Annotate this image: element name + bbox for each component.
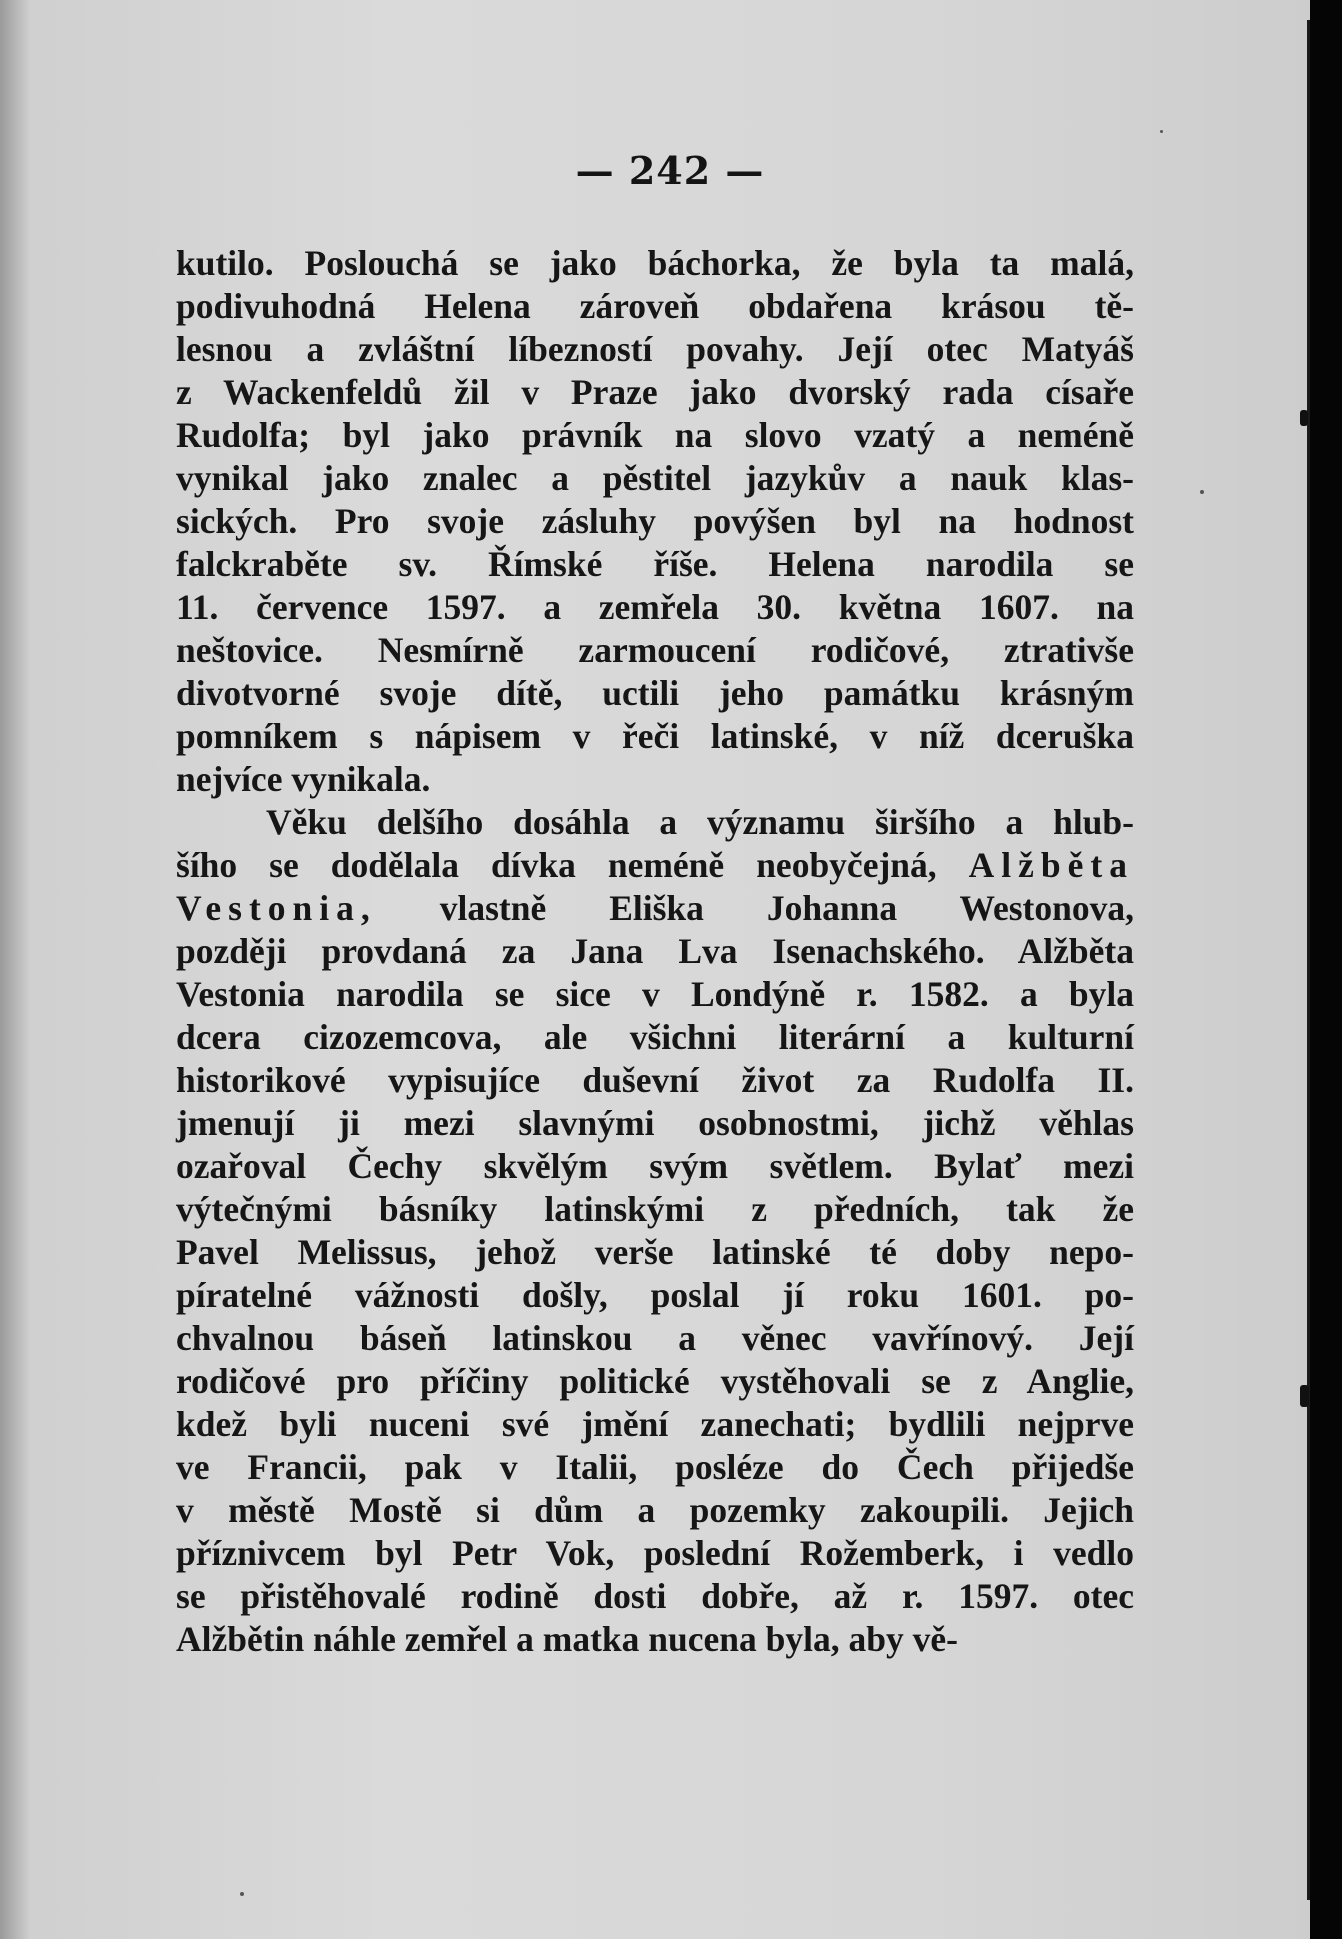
scan-speck (1200, 490, 1204, 494)
text-line: jmenují ji mezi slavnými osobnostmi, jichž věhlas (176, 1103, 1134, 1143)
scan-speck (240, 1892, 244, 1896)
text-line: 11. července 1597. a zemřela 30. května 1607. na (176, 587, 1134, 627)
text-line: chvalnou báseň latinskou a věnec vavřínový. Její (176, 1318, 1134, 1358)
text-line: vynikal jako znalec a pěstitel jazykův a nauk klas- (176, 458, 1134, 498)
scan-speck (1160, 130, 1163, 133)
page-edge-shadow (0, 0, 30, 1939)
text-line: nejvíce vynikala. (176, 759, 431, 799)
text-fragment: šího se dodělala dívka neméně neobyčejná, (176, 845, 937, 885)
text-line (176, 887, 1134, 930)
text-line: historikové vypisujíce duševní život za Rudolfa II. (176, 1060, 1134, 1100)
text-line: pomníkem s nápisem v řeči latinské, v níž dceruška (176, 716, 1134, 756)
scan-speck (1300, 410, 1308, 426)
text-line: Věku delšího dosáhla a významu širšího a hlub- (266, 802, 1134, 842)
text-line: kdež byli nuceni své jmění zanechati; bydlili nejprve (176, 1404, 1134, 1444)
name-spaced: Vestonia, (176, 888, 377, 928)
text-line: Rudolfa; byl jako právník na slovo vzatý a neméně (176, 415, 1134, 455)
page-number: — 242 — (575, 148, 765, 193)
text-line: Vestonia narodila se sice v Londýně r. 1582. a byla (176, 974, 1134, 1014)
scan-speck (1300, 1385, 1309, 1407)
text-line: rodičové pro příčiny politické vystěhovali se z Anglie, (176, 1361, 1134, 1401)
text-line: neštovice. Nesmírně zarmoucení rodičové, ztrativše (176, 630, 1134, 670)
text-line: lesnou a zvláštní líbezností povahy. Její otec Matyáš (176, 329, 1134, 369)
text-line: se přistěhovalé rodině dosti dobře, až r. 1597. otec (176, 1576, 1134, 1616)
text-line (176, 844, 1134, 887)
body-text (176, 242, 1134, 1661)
text-line: divotvorné svoje dítě, uctili jeho památku krásným (176, 673, 1134, 713)
text-line: sických. Pro svoje zásluhy povýšen byl na hodnost (176, 501, 1134, 541)
text-line: v městě Mostě si dům a pozemky zakoupili. Jejich (176, 1490, 1134, 1530)
text-line: později provdaná za Jana Lva Isenachského. Alžběta (176, 931, 1134, 971)
text-line: podivuhodná Helena zároveň obdařena krásou tě- (176, 286, 1134, 326)
text-line: píratelné vážnosti došly, poslal jí roku 1601. po- (176, 1275, 1134, 1315)
text-line: Pavel Melissus, jehož verše latinské té doby nepo- (176, 1232, 1134, 1272)
text-fragment: vlastně Eliška Johanna Westonova, (439, 888, 1134, 928)
text-line: z Wackenfeldů žil v Praze jako dvorský rada císaře (176, 372, 1134, 412)
text-line: ve Francii, pak v Italii, posléze do Čech přijedše (176, 1447, 1134, 1487)
name-spaced: Alžběta (968, 845, 1134, 885)
text-line: Alžbětin náhle zemřel a matka nucena byla, aby vě- (176, 1619, 958, 1659)
scan-border (1310, 0, 1342, 1939)
text-line: kutilo. Poslouchá se jako báchorka, že byla ta malá, (176, 243, 1134, 283)
text-line: ozařoval Čechy skvělým svým světlem. Bylať mezi (176, 1146, 1134, 1186)
text-line: falckraběte sv. Římské říše. Helena narodila se (176, 544, 1134, 584)
text-line: dcera cizozemcova, ale všichni literární a kulturní (176, 1017, 1134, 1057)
text-line: příznivcem byl Petr Vok, poslední Rožemberk, i vedlo (176, 1533, 1134, 1573)
text-line: výtečnými básníky latinskými z předních, tak že (176, 1189, 1134, 1229)
